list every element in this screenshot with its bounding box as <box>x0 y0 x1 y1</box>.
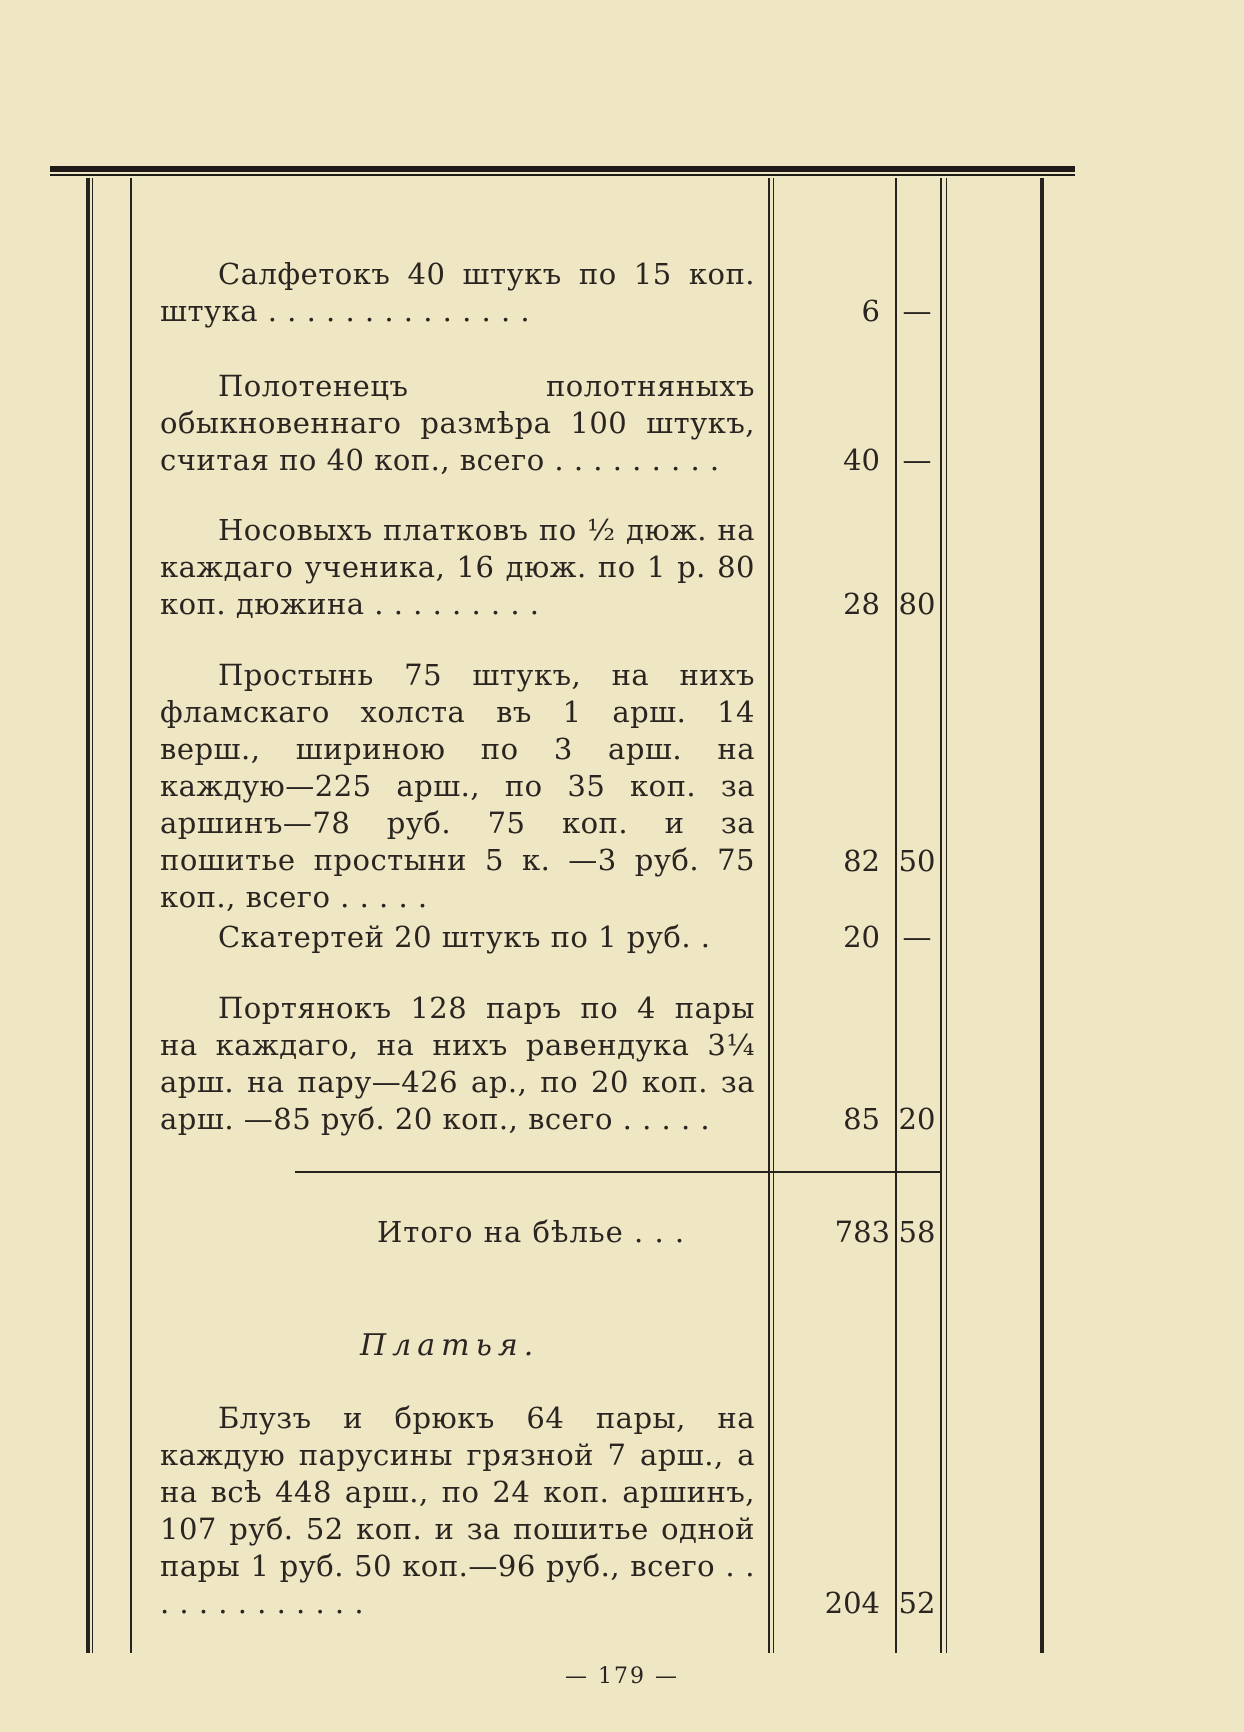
entry-rubles: 6 <box>861 294 880 328</box>
entry-kopecks: — <box>902 294 932 328</box>
entry-kopecks: 80 <box>898 587 936 621</box>
entry-rubles: 204 <box>824 1586 880 1620</box>
entry-text: Портянокъ 128 паръ по 4 пары на каждаго, на нихъ равендука 3¼ арш. на пару—426 ар., по 20 коп. за арш. —85 руб. 20 коп., всего . . . . . <box>160 991 755 1136</box>
kopecks-column-rule <box>895 178 897 1653</box>
entry-text: Носовыхъ платковъ по ½ дюж. на каждаго ученика, 16 дюж. по 1 р. 80 коп. дюжина . . . . . . . . . <box>160 513 755 621</box>
rubles-column-rule <box>768 178 770 1653</box>
entry-kopecks: 20 <box>898 1102 936 1136</box>
entry-rubles: 20 <box>843 920 880 954</box>
entry-kopecks: — <box>902 443 932 477</box>
right-border-rule <box>1040 178 1044 1653</box>
entry-kopecks: 52 <box>898 1586 936 1620</box>
entry-kopecks: — <box>902 920 932 954</box>
entry-text: Блузъ и брюкъ 64 пары, на каждую парусины грязной 7 арш., а на всѣ 448 арш., по 24 коп. аршинъ, 107 руб. 52 коп. и за пошитье одной пары 1 руб. 50 коп.—96 руб., всего . . . . . . . . . . . . . <box>160 1401 755 1620</box>
entry-text: Простынь 75 штукъ, на нихъ фламскаго холста въ 1 арш. 14 верш., шириною по 3 арш. на каждую—225 арш., по 35 коп. за аршинъ—78 руб. 75 коп. и за пошитье простыни 5 к. —3 руб. 75 коп., всего . . . . . <box>160 658 755 914</box>
left-inner-rule <box>92 178 93 1653</box>
top-thin-rule <box>50 174 1075 176</box>
total-label: Итого на бѣлье . . . <box>377 1215 686 1249</box>
section-heading: Платья. <box>360 1328 540 1363</box>
left-border-rule <box>86 178 90 1653</box>
entry-rubles: 40 <box>843 443 880 477</box>
entry-rubles: 28 <box>843 587 880 621</box>
rubles-column-rule-inner <box>773 178 774 1653</box>
entry-rubles: 85 <box>843 1102 880 1136</box>
text-column-rule <box>130 178 132 1653</box>
top-double-rule <box>50 166 1075 172</box>
entry-text: Скатертей 20 штукъ по 1 руб. . <box>218 920 711 954</box>
total-rubles: 783 <box>834 1215 890 1249</box>
entry-text: Салфетокъ 40 штукъ по 15 коп. штука . . . . . . . . . . . . . . <box>160 257 755 328</box>
entry-kopecks: 50 <box>898 844 936 878</box>
right-column-rule-inner <box>946 178 947 1653</box>
total-kopecks: 58 <box>898 1215 936 1249</box>
page-number: — 179 — <box>565 1664 679 1689</box>
sum-rule <box>295 1171 940 1173</box>
entry-text: Полотенецъ полотняныхъ обыкновеннаго размѣра 100 штукъ, считая по 40 коп., всего . . . . . . . . . <box>160 369 755 477</box>
entry-rubles: 82 <box>843 844 880 878</box>
right-column-rule <box>940 178 942 1653</box>
